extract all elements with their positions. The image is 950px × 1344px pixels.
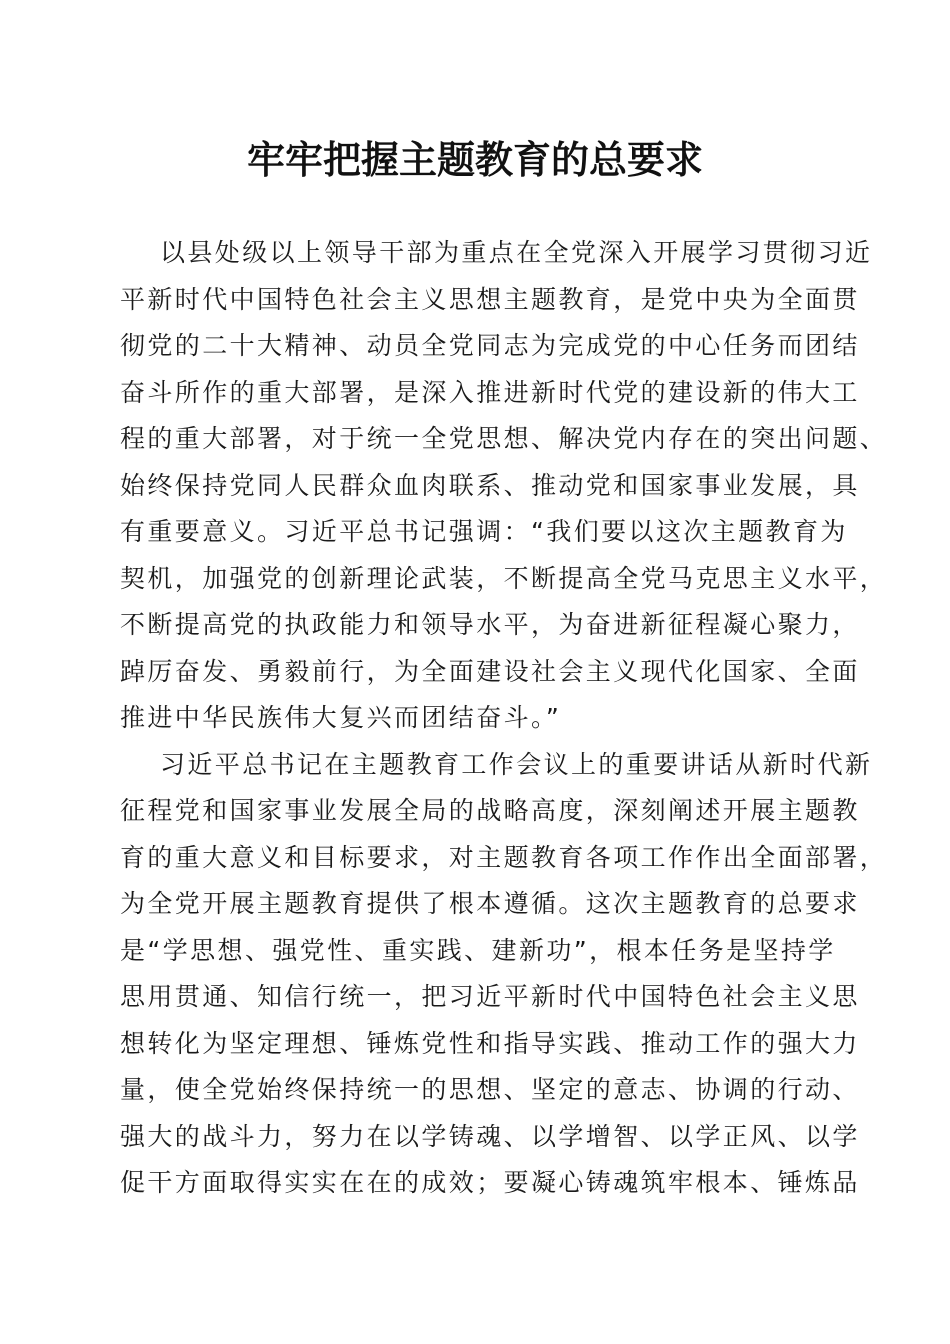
text-line: 有重要意义。习近平总书记强调：“我们要以这次主题教育为 <box>120 517 848 546</box>
text-line: 踔厉奋发、勇毅前行，为全面建设社会主义现代化国家、全面 <box>120 656 860 686</box>
text-line: 思用贯通、知信行统一，把习近平新时代中国特色社会主义思 <box>120 982 860 1011</box>
text-line: 习近平总书记在主题教育工作会议上的重要讲话从新时代新 <box>160 749 873 779</box>
text-line: 以县处级以上领导干部为重点在全党深入开展学习贯彻习近 <box>160 238 873 267</box>
text-line: 奋斗所作的重大部署，是深入推进新时代党的建设新的伟大工 <box>120 377 860 407</box>
text-line: 彻党的二十大精神、动员全党同志为完成党的中心任务而团结 <box>120 331 860 360</box>
paragraph-1 <box>120 230 888 742</box>
text-line: 推进中华民族伟大复兴而团结奋斗。” <box>120 703 562 732</box>
text-line: 强大的战斗力，努力在以学铸魂、以学增智、以学正风、以学 <box>120 1121 860 1151</box>
text-line: 想转化为坚定理想、锤炼党性和指导实践、推动工作的强大力 <box>120 1028 860 1058</box>
text-line: 为全党开展主题教育提供了根本遵循。这次主题教育的总要求 <box>120 889 860 918</box>
text-line: 是“学思想、强党性、重实践、建新功”，根本任务是坚持学 <box>120 935 836 965</box>
text-line: 程的重大部署，对于统一全党思想、解决党内存在的突出问题、 <box>120 424 888 453</box>
text-line: 征程党和国家事业发展全局的战略高度，深刻阐述开展主题教 <box>120 796 860 825</box>
paragraph-2 <box>120 742 888 1207</box>
document-body <box>120 230 888 1207</box>
text-line: 不断提高党的执政能力和领导水平，为奋进新征程凝心聚力， <box>120 610 860 639</box>
text-line: 促干方面取得实实在在的成效；要凝心铸魂筑牢根本、锤炼品 <box>120 1168 860 1197</box>
text-line: 育的重大意义和目标要求，对主题教育各项工作作出全面部署， <box>120 842 888 872</box>
document-title: 牢牢把握主题教育的总要求 <box>246 137 703 182</box>
text-line: 平新时代中国特色社会主义思想主题教育，是党中央为全面贯 <box>120 284 860 314</box>
text-line: 始终保持党同人民群众血肉联系、推动党和国家事业发展，具 <box>120 470 860 500</box>
text-line: 量，使全党始终保持统一的思想、坚定的意志、协调的行动、 <box>120 1075 860 1104</box>
text-line: 契机，加强党的创新理论武装，不断提高全党马克思主义水平， <box>120 563 888 593</box>
